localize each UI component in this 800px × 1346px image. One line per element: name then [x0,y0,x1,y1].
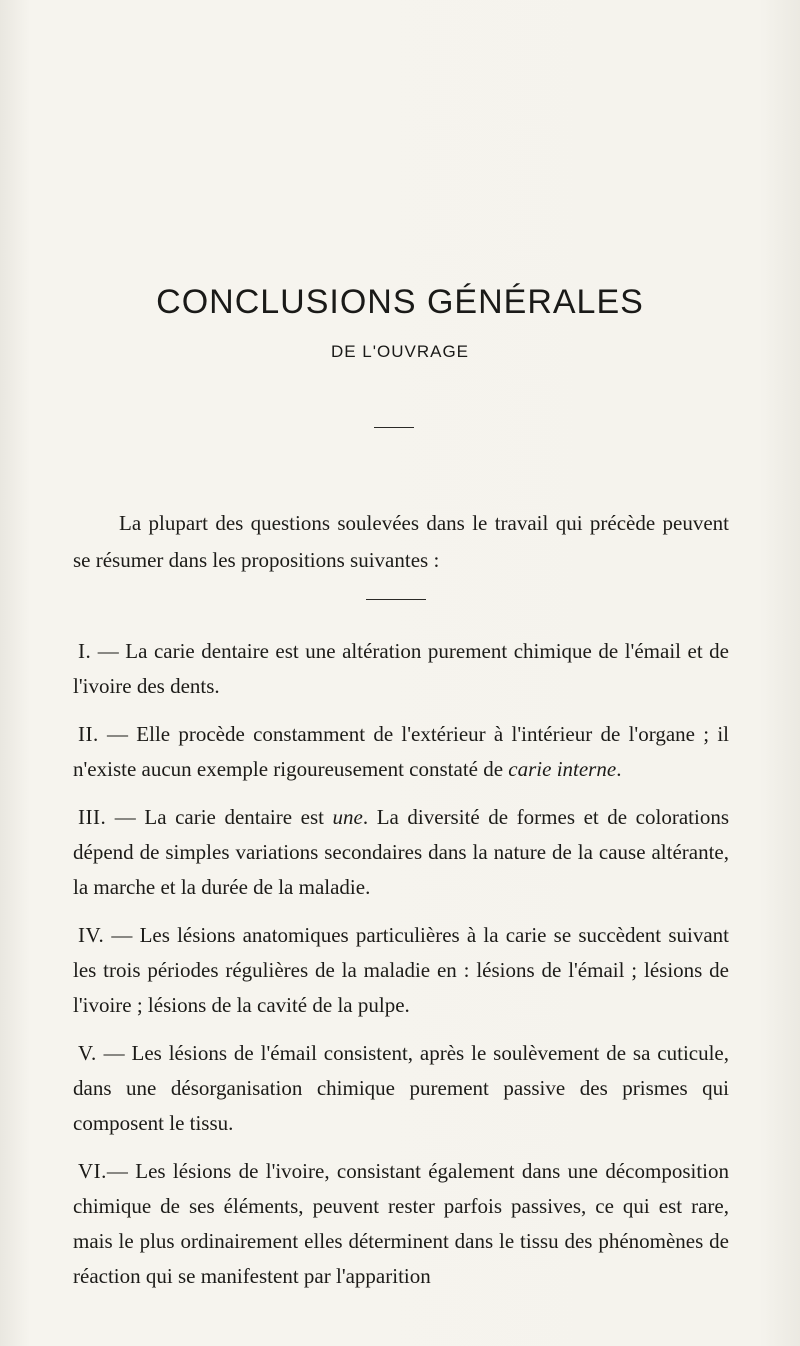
proposition-text-end: . [616,757,622,781]
proposition-text: — Les lésions de l'ivoire, consistant également dans une décomposition chimique de ses éléments, peuvent rester parfois passives, ce qui est rare, mais le plus ordinairement elles déterminent dans le tissu des phénomènes de réaction qui se manifestent par l'apparition [73,1159,729,1288]
proposition-text: — Les lésions de l'émail consistent, après le soulèvement de sa cuticule, dans une désorganisation chimique purement passive des prismes qui composent le tissu. [73,1041,729,1135]
page-subtitle: DE L'OUVRAGE [330,342,470,361]
proposition-paragraph [73,918,729,1023]
intro-paragraph: La plupart des questions soulevées dans le travail qui précède peuvent se résumer dans les propositions suivantes : [73,511,729,572]
proposition-text: — La carie dentaire est [106,805,333,829]
proposition-paragraph [73,1154,729,1294]
proposition-number: I. [78,639,92,663]
proposition-text: — La carie dentaire est une altération purement chimique de l'émail et de l'ivoire des dents. [73,639,729,698]
proposition-paragraph [73,717,729,787]
proposition-italic-text: carie interne [508,757,617,781]
proposition-italic-text: une [332,805,363,829]
proposition-number: II. [78,722,99,746]
proposition-number: VI. [78,1159,107,1183]
proposition-text: — Elle procède constamment de l'extérieur à l'intérieur de l'organe ; il n'existe aucun exemple rigoureusement constaté de [73,722,729,781]
proposition-number: IV. [78,923,105,947]
proposition-text: — Les lésions anatomiques particulières à la carie se succèdent suivant les trois périodes régulières de la maladie en : lésions de l'émail ; lésions de l'ivoire ; lésions de la cavité de la pulpe. [73,923,729,1017]
propositions-list [73,634,729,1307]
proposition-paragraph [73,1036,729,1141]
proposition-number: V. [78,1041,97,1065]
proposition-paragraph [73,634,729,704]
divider-rule [374,427,414,428]
proposition-text-end: . La diversité de formes et de colorations dépend de simples variations secondaires dans la nature de la cause altérante, la marche et la durée de la maladie. [73,805,729,899]
divider-rule [366,599,426,600]
page-title: CONCLUSIONS GÉNÉRALES [156,283,644,321]
proposition-paragraph [73,800,729,905]
proposition-number: III. [78,805,107,829]
